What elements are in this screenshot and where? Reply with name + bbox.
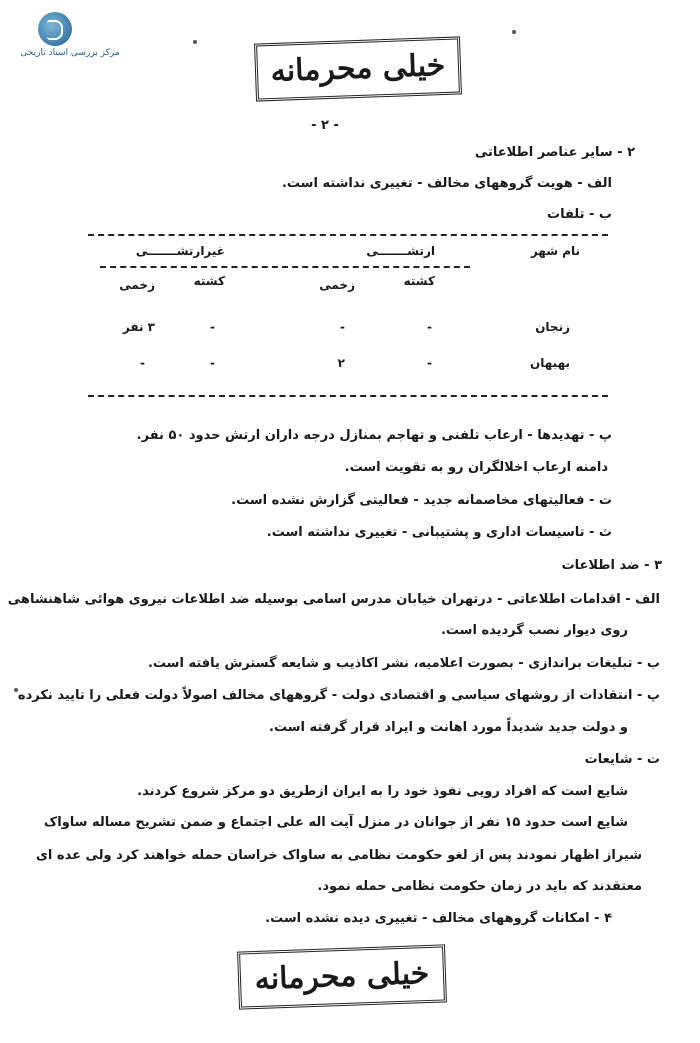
section-2-be-heading: ب - تلفات xyxy=(547,207,612,222)
section-3-alef: الف - اقدامات اطلاعاتی - درتهران خیابان مدرس اسامی بوسیله ضد اطلاعات نیروی هوائی شاهنشاهی xyxy=(7,592,660,607)
section-3-heading: ۳ - ضد اطلاعات xyxy=(561,558,662,573)
section-2-se: ث - تاسیسات اداری و پشتیبانی - تغییری نداشته است. xyxy=(266,525,612,540)
section-4: ۴ - امکانات گروههای مخالف - تغییری دیده نشده است. xyxy=(265,911,612,926)
table-sub-army-killed: کشته xyxy=(403,274,435,288)
scan-speck xyxy=(512,30,516,34)
archive-logo xyxy=(10,12,200,62)
table-row-2-nonarmy-wounded: - xyxy=(140,356,145,370)
classification-stamp-top: خیلی محرمانه xyxy=(254,36,462,101)
table-row-1-nonarmy-wounded: ۳ نفر xyxy=(122,320,155,334)
archive-logo-text: مرکز بررسی اسناد تاریخی xyxy=(20,48,120,58)
section-3-pe-continued: و دولت جدید شدیداً مورد اهانت و ایراد قرار گرفته است. xyxy=(269,720,628,735)
section-3-pe: پ - انتقادات از روشهای سیاسی و اقتصادی دولت - گروههای مخالف اصولاً دولت فعلی را تایید نکرده xyxy=(17,688,660,703)
table-row-1-place: زنجان xyxy=(535,320,570,334)
table-row-2-nonarmy-killed: - xyxy=(210,356,215,370)
rumor-bullet-1: شایع است که افراد رویی نفوذ خود را به ایران ازطریق دو مرکز شروع کردند. xyxy=(137,784,628,799)
section-2-pe: پ - تهدیدها - ارعاب تلفنی و تهاجم بمنازل درجه داران ارتش حدود ۵۰ نفر. xyxy=(136,428,612,443)
section-2-alef: الف - هویت گروههای مخالف - تغییری نداشته است. xyxy=(281,176,612,191)
table-row-1-nonarmy-killed: - xyxy=(210,320,215,334)
section-2-te: ت - فعالیتهای مخاصمانه جدید - فعالیتی گزارش نشده است. xyxy=(231,493,612,508)
table-sub-nonarmy-killed: کشته xyxy=(193,274,225,288)
table-header-army: ارتشـــــــی xyxy=(366,244,435,258)
section-3-be: ب - تبلیغات براندازی - بصورت اعلامیه، نشر اکاذیب و شایعه گسترش یافته است. xyxy=(147,656,660,671)
scan-speck xyxy=(14,688,18,692)
section-3-alef-continued: روی دیوار نصب گردیده است. xyxy=(440,623,628,638)
classification-stamp-bottom: خیلی محرمانه xyxy=(237,944,447,1009)
table-rule-bottom xyxy=(88,395,608,397)
table-row-2-army-killed: - xyxy=(427,356,432,370)
table-row-2-place: بهبهان xyxy=(530,356,570,370)
rumor-bullet-2: شایع است حدود ۱۵ نفر از جوانان در منزل آیت اله علی اجتماع و ضمن تشریح مساله ساواک xyxy=(43,815,628,830)
scan-speck xyxy=(193,40,197,44)
table-row-2-army-wounded: ۲ xyxy=(337,356,345,370)
page-number: - ۲ - xyxy=(311,118,339,133)
table-sub-army-wounded: زخمی xyxy=(319,278,355,292)
section-3-te-heading: ت - شایعات xyxy=(584,752,660,767)
table-header-place: نام شهر xyxy=(530,244,580,258)
rumor-bullet-2-line-2: شیراز اظهار نمودند پس از لغو حکومت نظامی به ساواک خراسان حمله خواهند کرد ولی عده ای xyxy=(36,848,642,863)
rumor-bullet-2-line-3: معتقدند که باید در زمان حکومت نظامی حمله نمود. xyxy=(317,879,642,894)
table-header-nonarmy: غیرارتشـــــــی xyxy=(135,244,225,258)
table-rule-mid xyxy=(100,266,470,268)
table-sub-nonarmy-wounded: زخمی xyxy=(119,278,155,292)
section-2-heading: ۲ - سایر عناصر اطلاعاتی xyxy=(474,145,635,160)
table-row-1-army-wounded: - xyxy=(340,320,345,334)
table-row-1-army-killed: - xyxy=(427,320,432,334)
section-2-pe-continued: دامنه ارعاب اخلالگران رو به تقویت است. xyxy=(344,460,608,475)
archive-logo-icon xyxy=(38,12,72,46)
table-rule-top xyxy=(88,234,608,236)
